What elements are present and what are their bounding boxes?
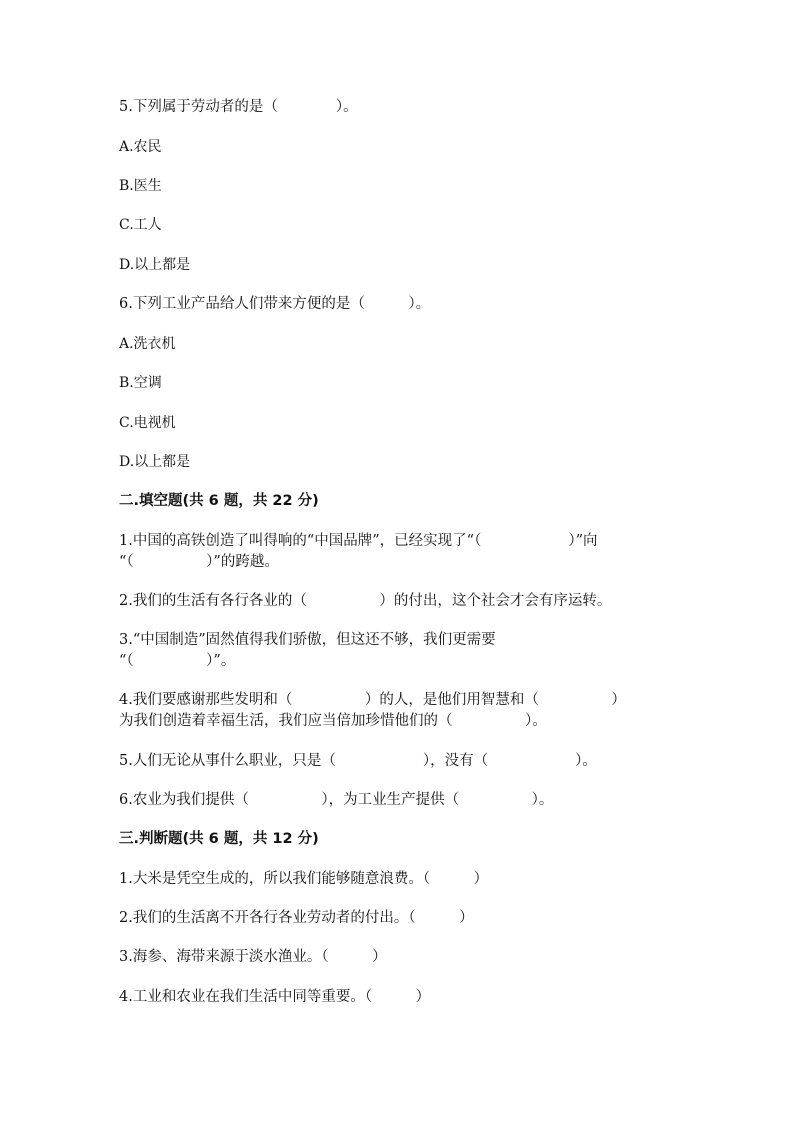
- question-5-stem: 5.下列属于劳动者的是（ ）。: [119, 99, 358, 115]
- judge-question-2: 2.我们的生活离不开各行各业劳动者的付出。（ ）: [119, 910, 474, 926]
- judge-question-4: 4.工业和农业在我们生活中同等重要。（ ）: [119, 989, 431, 1005]
- fill-question-6: 6.农业为我们提供（ ），为工业生产提供（ ）。: [119, 792, 554, 808]
- question-5-option-a: A.农民: [119, 139, 162, 155]
- question-6-option-c: C.电视机: [119, 415, 176, 431]
- question-6-option-d: D.以上都是: [119, 454, 191, 470]
- question-5-option-b: B.医生: [119, 178, 162, 194]
- question-6-option-b: B.空调: [119, 375, 162, 391]
- question-6-option-a: A.洗衣机: [119, 336, 176, 352]
- judge-section-header: 三.判断题(共 6 题，共 12 分): [119, 831, 319, 847]
- fill-question-3-line-2: “（ ）”。: [119, 653, 236, 669]
- fill-question-4-line-1: 4.我们要感谢那些发明和（ ）的人，是他们用智慧和（ ）: [119, 692, 626, 708]
- judge-question-3: 3.海参、海带来源于淡水渔业。（ ）: [119, 949, 387, 965]
- judge-question-1: 1.大米是凭空生成的，所以我们能够随意浪费。（ ）: [119, 871, 489, 887]
- question-5-option-c: C.工人: [119, 217, 162, 233]
- fill-section-header: 二.填空题(共 6 题，共 22 分): [119, 493, 319, 509]
- fill-question-1-line-1: 1.中国的高铁创造了叫得响的“中国品牌”，已经实现了“（ ）”向: [119, 533, 598, 549]
- question-5-option-d: D.以上都是: [119, 257, 191, 273]
- question-6-stem: 6.下列工业产品给人们带来方便的是（ ）。: [119, 296, 431, 312]
- fill-question-3-line-1: 3.“中国制造”固然值得我们骄傲，但这还不够，我们更需要: [119, 632, 496, 648]
- fill-question-2: 2.我们的生活有各行各业的（ ）的付出，这个社会才会有序运转。: [119, 593, 612, 609]
- fill-question-1-line-2: “（ ）”的跨越。: [119, 554, 279, 570]
- fill-question-5: 5.人们无论从事什么职业，只是（ ），没有（ ）。: [119, 753, 597, 769]
- fill-question-4-line-2: 为我们创造着幸福生活，我们应当倍加珍惜他们的（ ）。: [119, 713, 547, 729]
